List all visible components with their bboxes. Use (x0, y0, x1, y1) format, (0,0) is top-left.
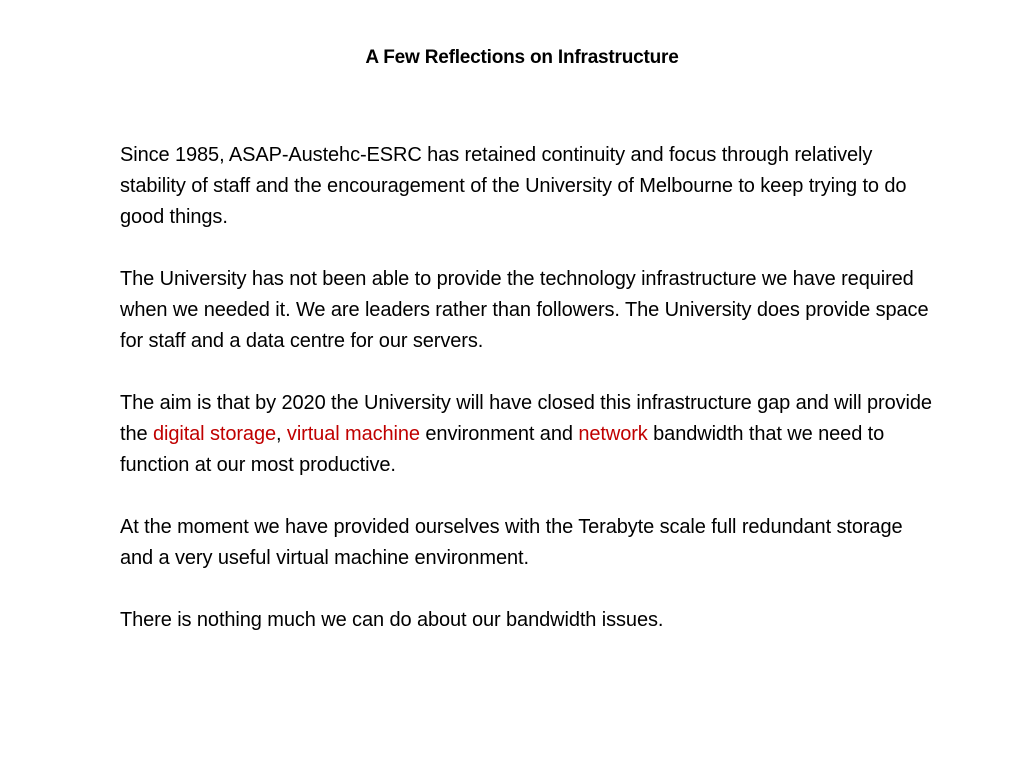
paragraph-history: Since 1985, ASAP-Austehc-ESRC has retained continuity and focus through relatively stability of staff and the encouragement of the University of Melbourne to keep trying to do good things. (120, 144, 907, 228)
paragraph-university-limits: The University has not been able to provide the technology infrastructure we have required when we needed it. We are leaders rather than followers. The University does provide space for staff and a data centre for our servers. (120, 268, 929, 352)
aim-text-1: The aim is that by 2020 the University will have closed this infrastructure gap and will provide the (120, 392, 932, 445)
paragraph-aim (120, 388, 940, 481)
paragraph-bandwidth: There is nothing much we can do about our bandwidth issues. (120, 609, 664, 631)
highlight-virtual-machine: virtual machine (286, 423, 420, 445)
aim-text-3: bandwidth that we need to function at our most productive. (120, 423, 885, 476)
aim-text-2: environment and (419, 423, 579, 445)
paragraph-current-state: At the moment we have provided ourselves with the Terabyte scale full redundant storage and a very useful virtual machine environment. (120, 516, 903, 569)
slide-title: A Few Reflections on Infrastructure (365, 47, 679, 68)
highlight-digital-storage: digital storage (152, 423, 276, 445)
highlight-network: network (578, 423, 648, 445)
slide-body (120, 140, 940, 667)
aim-separator: , (276, 423, 287, 445)
